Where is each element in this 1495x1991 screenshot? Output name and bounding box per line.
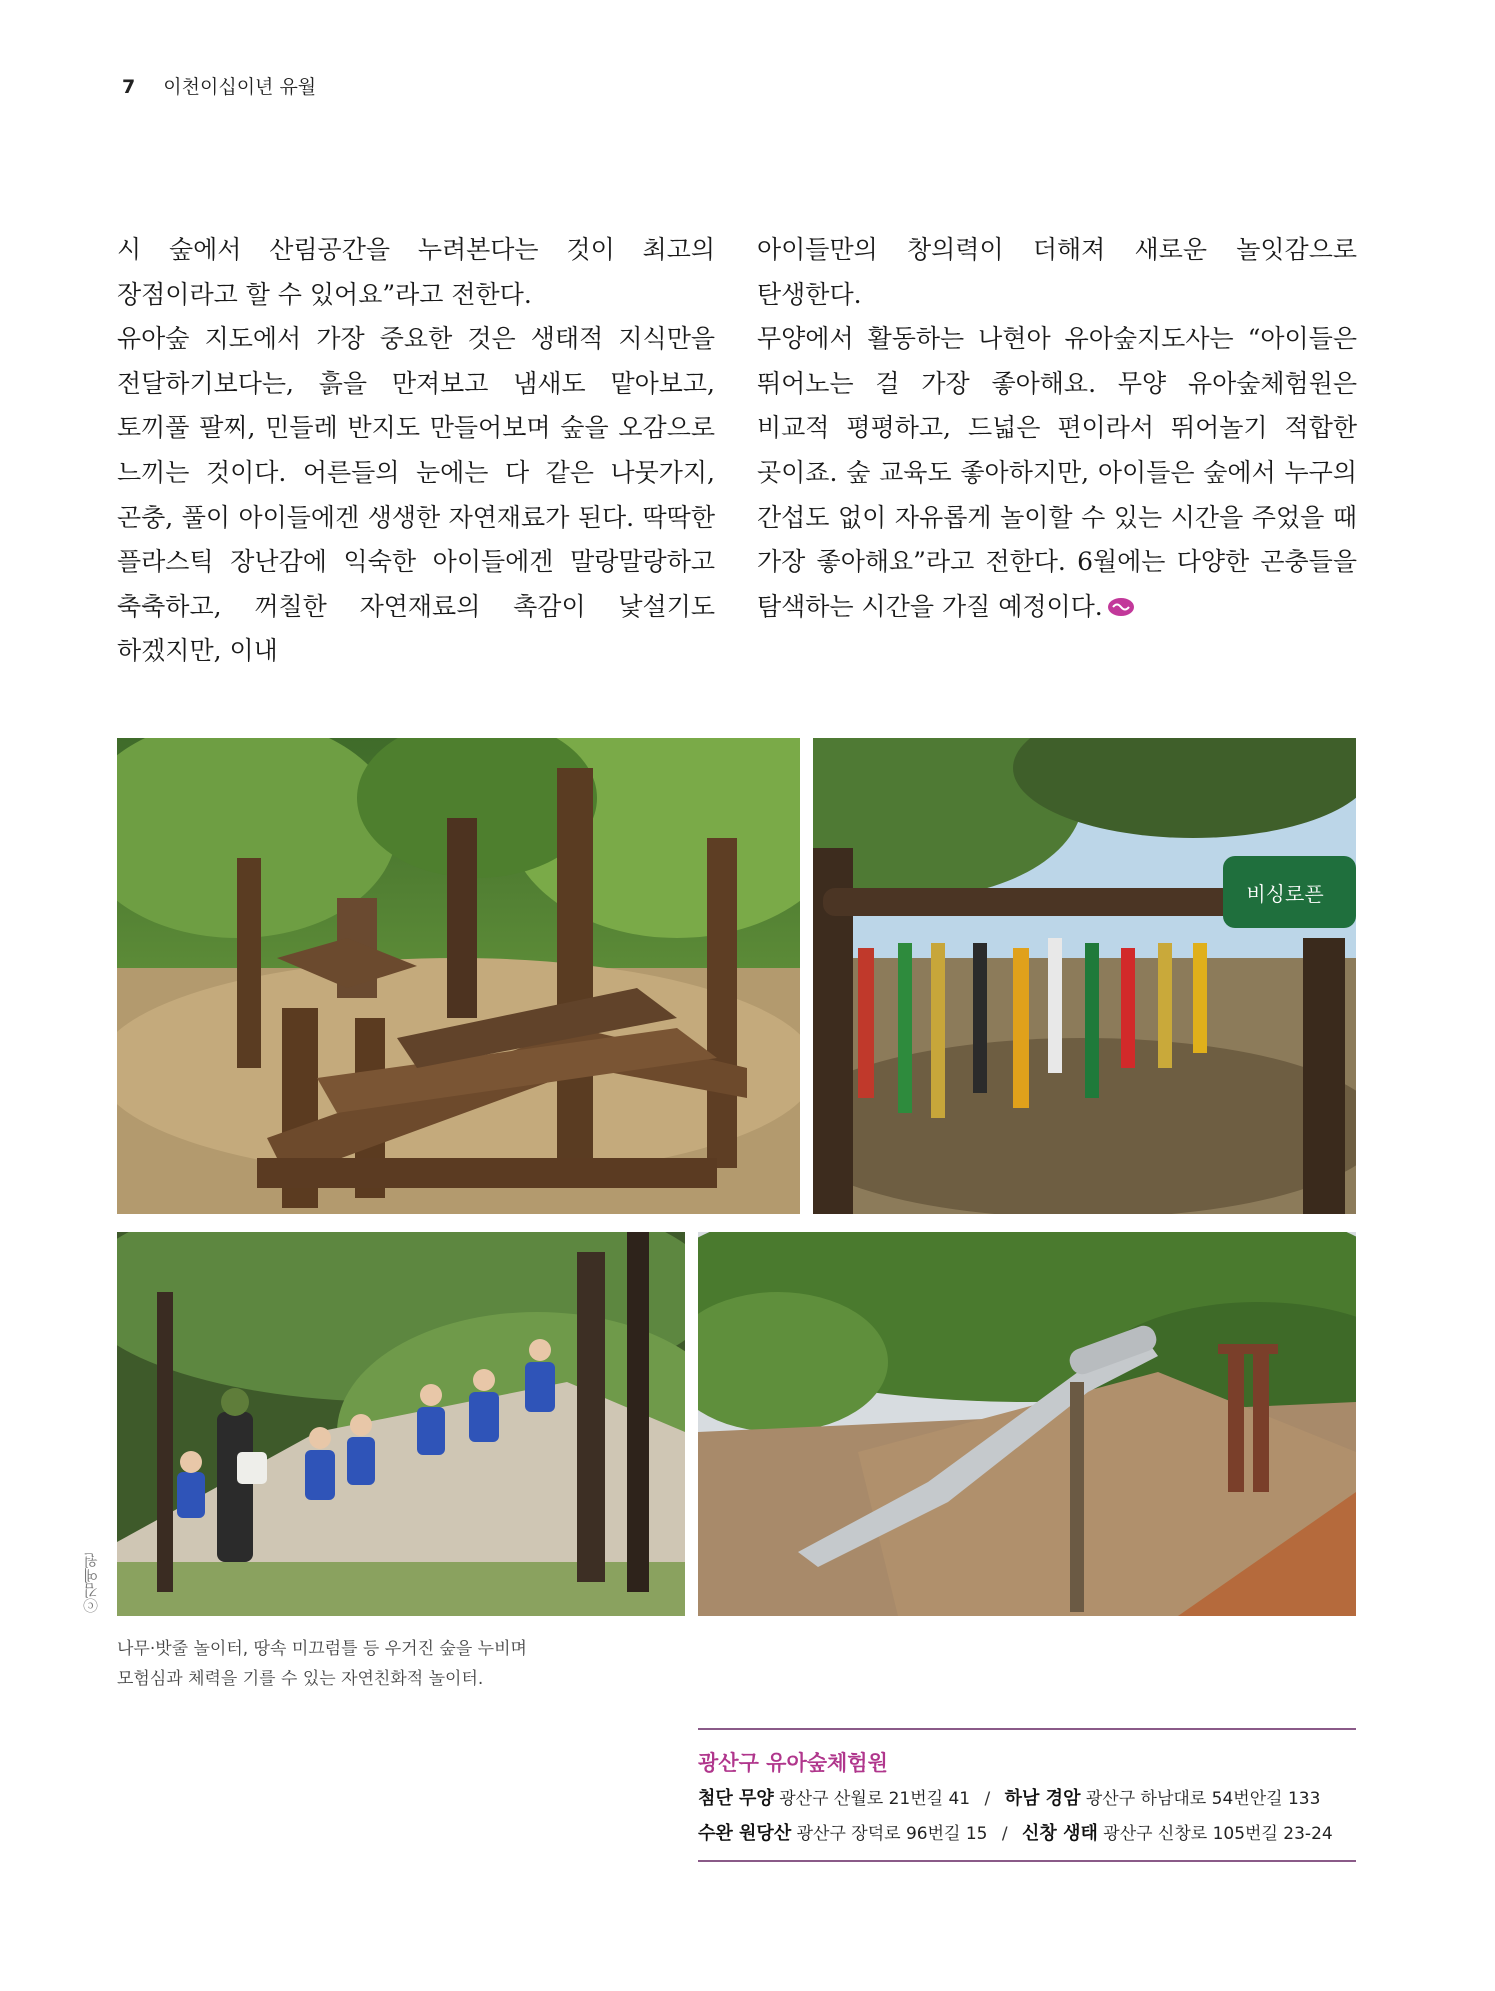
site-address: 광산구 장덕로 96번길 15 bbox=[796, 1824, 988, 1844]
photo-wind-chime bbox=[813, 738, 1356, 1214]
site-address: 광산구 산월로 21번길 41 bbox=[779, 1789, 971, 1809]
photo-credit: ⓒ김예원 bbox=[82, 1553, 100, 1613]
caption-line: 모험심과 체력을 기를 수 있는 자연친화적 놀이터. bbox=[117, 1669, 484, 1689]
info-rule-bottom bbox=[698, 1860, 1356, 1862]
info-rule-top bbox=[698, 1728, 1356, 1730]
page-number: 7 bbox=[122, 76, 136, 98]
photo-children-forest bbox=[117, 1232, 685, 1616]
photo-wooden-playground bbox=[117, 738, 800, 1214]
chime-sign-text: 비싱로픈 bbox=[1246, 882, 1324, 906]
paragraph: 유아숲 지도에서 가장 중요한 것은 생태적 지식만을 전달하기보다는, 흙을 만져보고 냄새도 맡아보고, 토끼풀 팔찌, 민들레 반지도 만들어보며 숲을 오감으로 느끼는 것이다. 어른들의 눈에는 다 같은 나뭇가지, 곤충, 풀이 아이들에겐 생생한 자연재료가 된다. 딱딱한 플라스틱 장난감에 익숙한 아이들에겐 말랑말랑하고 축축하고, 꺼칠한 자연재료의 촉감이 낯설기도 하겠지만, 이내 bbox=[117, 324, 715, 666]
end-mark-icon bbox=[1107, 597, 1135, 617]
info-row bbox=[698, 1819, 1333, 1845]
photo-tunnel-slide bbox=[698, 1232, 1356, 1616]
separator: / bbox=[1001, 1824, 1008, 1844]
site-name: 첨단 무양 bbox=[698, 1788, 774, 1809]
paragraph-text: 무양에서 활동하는 나현아 유아숲지도사는 “아이들은 뛰어노는 걸 가장 좋아해요. 무양 유아숲체험원은 비교적 평평하고, 드넓은 편이라서 뛰어놀기 적합한 곳이죠. 숲 교육도 좋아하지만, 아이들은 숲에서 누구의 간섭도 없이 자유롭게 놀이할 수 있는 시간을 주었을 때 가장 좋아해요”라고 전한다. 6월에는 다양한 곤충들을 탐색하는 시간을 가질 예정이다. bbox=[757, 324, 1357, 621]
article-column-right bbox=[757, 228, 1357, 629]
photo-caption bbox=[117, 1634, 677, 1694]
site-address: 광산구 하남대로 54번안길 133 bbox=[1085, 1789, 1321, 1809]
info-row bbox=[698, 1784, 1320, 1810]
site-name: 신창 생태 bbox=[1022, 1823, 1098, 1844]
site-name: 수완 원당산 bbox=[698, 1823, 792, 1844]
info-title: 광산구 유아숲체험원 bbox=[698, 1751, 888, 1775]
site-name: 하남 경암 bbox=[1004, 1788, 1081, 1809]
paragraph: 시 숲에서 산림공간을 누려본다는 것이 최고의 장점이라고 할 수 있어요”라고 전한다. bbox=[117, 235, 715, 309]
page-header bbox=[122, 72, 316, 99]
article-column-left bbox=[117, 228, 715, 674]
caption-line: 나무·밧줄 놀이터, 땅속 미끄럼틀 등 우거진 숲을 누비며 bbox=[117, 1639, 527, 1659]
paragraph bbox=[757, 317, 1357, 629]
separator: / bbox=[984, 1789, 991, 1809]
section-title: 이천이십이년 유월 bbox=[163, 76, 317, 98]
site-address: 광산구 신창로 105번길 23-24 bbox=[1103, 1824, 1333, 1844]
paragraph: 아이들만의 창의력이 더해져 새로운 놀잇감으로 탄생한다. bbox=[757, 235, 1357, 309]
